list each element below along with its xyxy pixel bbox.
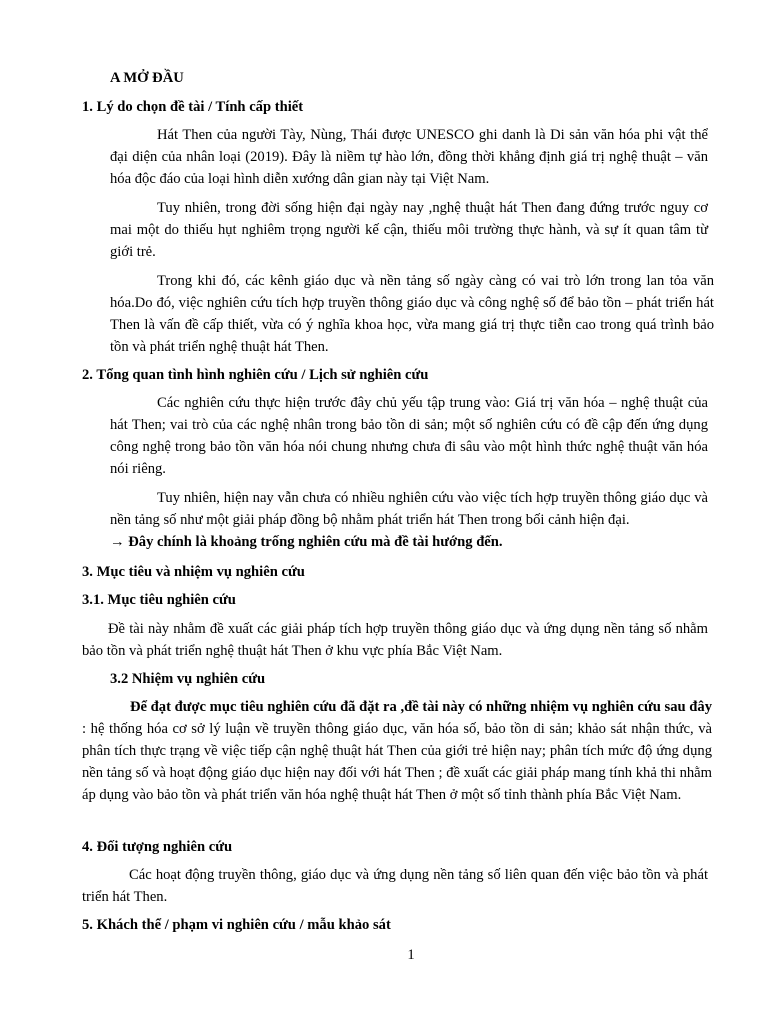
section-3-1-title: 3.1. Mục tiêu nghiên cứu xyxy=(82,592,236,608)
section-2-paragraph-1: Các nghiên cứu thực hiện trước đây chủ yếu tập trung vào: Giá trị văn hóa – nghệ thuật của hát Then; vai trò của các nghệ nhân trong bảo tồn di sản; một số nghiên cứu có đề cập đến ứng dụng công nghệ trong bảo tồn văn hóa nói chung nhưng chưa đi sâu vào một hình thức nghệ thuật văn hóa nói riêng. xyxy=(110,395,708,477)
section-5-title: 5. Khách thể / phạm vi nghiên cứu / mẫu khảo sát xyxy=(82,917,391,933)
section-2-paragraph-2: Tuy nhiên, hiện nay vẫn chưa có nhiều nghiên cứu vào việc tích hợp truyền thông giáo dục và nền tảng số như một giải pháp đồng bộ nhằm phát triển hát Then trong bối cảnh hiện đại. xyxy=(110,490,708,528)
section-3-2-title: 3.2 Nhiệm vụ nghiên cứu xyxy=(110,671,266,687)
main-heading: A MỞ ĐẦU xyxy=(110,70,184,86)
arrow-icon: → xyxy=(110,534,125,550)
research-gap-text: Đây chính là khoảng trống nghiên cứu mà đề tài hướng đến. xyxy=(128,534,503,550)
section-1-paragraph-2: Tuy nhiên, trong đời sống hiện đại ngày nay ,nghệ thuật hát Then đang đứng trước nguy cơ mai một do thiếu hụt nghiêm trọng người kế cận, thiếu môi trường thực hành, và sự ít quan tâm từ giới trẻ. xyxy=(110,200,708,260)
page-number: 1 xyxy=(407,947,415,963)
section-4-paragraph: Các hoạt động truyền thông, giáo dục và ứng dụng nền tảng số liên quan đến việc bảo tồn và phát triển hát Then. xyxy=(82,867,708,905)
section-3-2-body: : hệ thống hóa cơ sở lý luận về truyền thông giáo dục, văn hóa số, bảo tồn di sản; khảo sát nhận thức, và phân tích thực trạng về việc tiếp cận nghệ thuật hát Then của giới trẻ hiện nay; phân tích mức độ ứng dụng nền tảng số và hoạt động giáo dục hiện nay đối với hát Then ; đề xuất các giải pháp mang tính khả thi nhằm áp dụng vào bảo tồn và phát triển văn hóa nghệ thuật hát Then ở một số tỉnh thành phía Bắc Việt Nam. xyxy=(82,721,712,803)
section-1-paragraph-1: Hát Then của người Tày, Nùng, Thái được UNESCO ghi danh là Di sản văn hóa phi vật thể đại diện của nhân loại (2019). Đây là niềm tự hào lớn, đồng thời khẳng định giá trị nghệ thuật – văn hóa độc đáo của loại hình diễn xướng dân gian này tại Việt Nam. xyxy=(110,127,708,187)
research-gap-conclusion xyxy=(110,531,503,553)
section-2-title: 2. Tổng quan tình hình nghiên cứu / Lịch sử nghiên cứu xyxy=(82,367,429,383)
section-3-1-paragraph: Đề tài này nhằm đề xuất các giải pháp tích hợp truyền thông giáo dục và ứng dụng nền tảng số nhằm bảo tồn và phát triển nghệ thuật hát Then ở khu vực phía Bắc Việt Nam. xyxy=(82,621,708,659)
section-3-2-bold-lead: Để đạt được mục tiêu nghiên cứu đã đặt ra ,đề tài này có những nhiệm vụ nghiên cứu sau đây xyxy=(130,699,712,715)
section-1-paragraph-3: Trong khi đó, các kênh giáo dục và nền tảng số ngày càng có vai trò lớn trong lan tỏa văn hóa.Do đó, việc nghiên cứu tích hợp truyền thông giáo dục và công nghệ số để bảo tồn – phát triển hát Then là vấn đề cấp thiết, vừa có ý nghĩa khoa học, vừa mang giá trị thực tiễn cao trong quá trình bảo tồn và phát triển nghệ thuật hát Then. xyxy=(110,273,714,355)
section-1-title: 1. Lý do chọn đề tài / Tính cấp thiết xyxy=(82,99,304,115)
section-3-2-paragraph xyxy=(82,696,712,806)
section-3-title: 3. Mục tiêu và nhiệm vụ nghiên cứu xyxy=(82,564,305,580)
section-4-title: 4. Đối tượng nghiên cứu xyxy=(82,839,233,855)
